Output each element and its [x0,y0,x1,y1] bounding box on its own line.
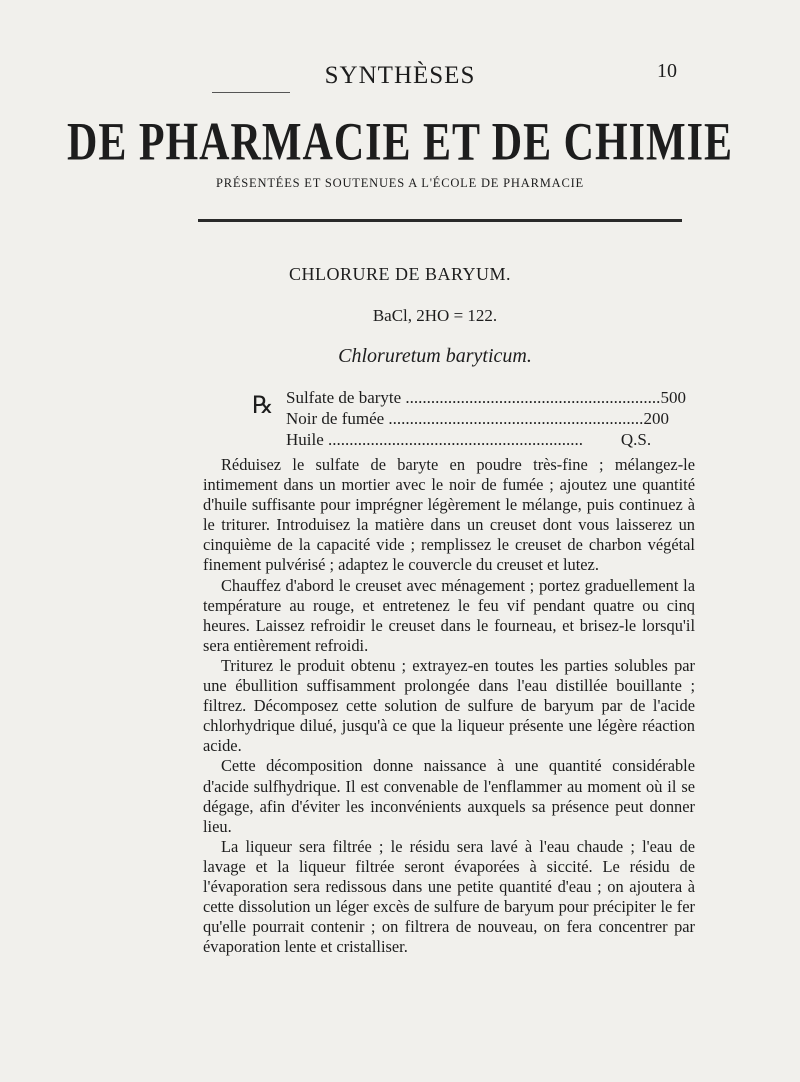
header-rule [198,219,682,222]
body-text [203,455,695,957]
paragraph: La liqueur sera filtrée ; le résidu sera lavé à l'eau chaude ; l'eau de lavage et la liqueur filtrée seront évaporées à siccité. Le résidu de l'évaporation sera redissous dans une petite quantité d'eau ; on ajoutera à cette dissolution un léger excès de sulfure de baryum pour précipiter le fer qu'elle pourrait contenir ; on filtrera de nouveau, on fera concentrer par évaporation lente et cristalliser. [203,836,695,957]
ingredient-name: Huile ............................................................ [286,430,584,449]
running-kicker: SYNTHÈSES [324,62,476,89]
ingredient-list [286,388,686,451]
chemical-formula: BaCl, 2HO = 122. [372,306,498,325]
latin-name: Chloruretum baryticum. [338,345,532,367]
ingredient-name: Sulfate de baryte ............................................................ [286,388,661,407]
ingredient-quantity: Q.S. [620,430,652,449]
section-title: CHLORURE DE BARYUM. [288,264,512,284]
page-title: DE PHARMACIE ET DE CHIMIE [67,113,733,173]
ingredient-row [286,409,669,430]
ingredient-quantity: 200 [643,409,669,428]
page-number: 10 [657,60,677,82]
header-dash [212,92,290,93]
page-subtitle: PRÉSENTÉES ET SOUTENUES A L'ÉCOLE DE PHARMACIE [215,176,584,190]
ingredient-name: Noir de fumée ............................................................ [286,409,644,428]
ingredient-row [286,388,686,409]
ingredient-quantity: 500 [660,388,686,407]
paragraph: Cette décomposition donne naissance à une quantité considérable d'acide sulfhydrique. Il est convenable de l'enflammer au moment où il se dégage, afin d'éviter les inconvénients auxquels sa présence peut donner lieu. [203,756,695,836]
ingredient-row [286,430,666,451]
recipe-symbol: ℞ [252,393,274,419]
paragraph: Triturez le produit obtenu ; extrayez-en toutes les parties solubles par une ébullition suffisamment prolongée dans l'eau distillée bouillante ; filtrez. Décomposez cette solution de sulfure de baryum par de l'acide chlorhydrique dilué, jusqu'à ce que la liqueur présente une légère réaction acide. [203,655,695,756]
paragraph: Réduisez le sulfate de baryte en poudre très-fine ; mélangez-le intimement dans un mortier avec le noir de fumée ; ajoutez une quantité d'huile suffisante pour imprégner légèrement le mélange, puis continuez à le triturer. Introduisez la matière dans un creuset dont vous laisserez un cinquième de la capacité vide ; remplissez le creuset de charbon végétal finement pulvérisé ; adaptez le couvercle du creuset et lutez. [203,455,695,575]
paragraph: Chauffez d'abord le creuset avec ménagement ; portez graduellement la température au rouge, et entretenez le feu vif pendant quatre ou cinq heures. Laissez refroidir le creuset dans le fourneau, et brisez-le lorsqu'il sera entièrement refroidi. [203,575,695,655]
